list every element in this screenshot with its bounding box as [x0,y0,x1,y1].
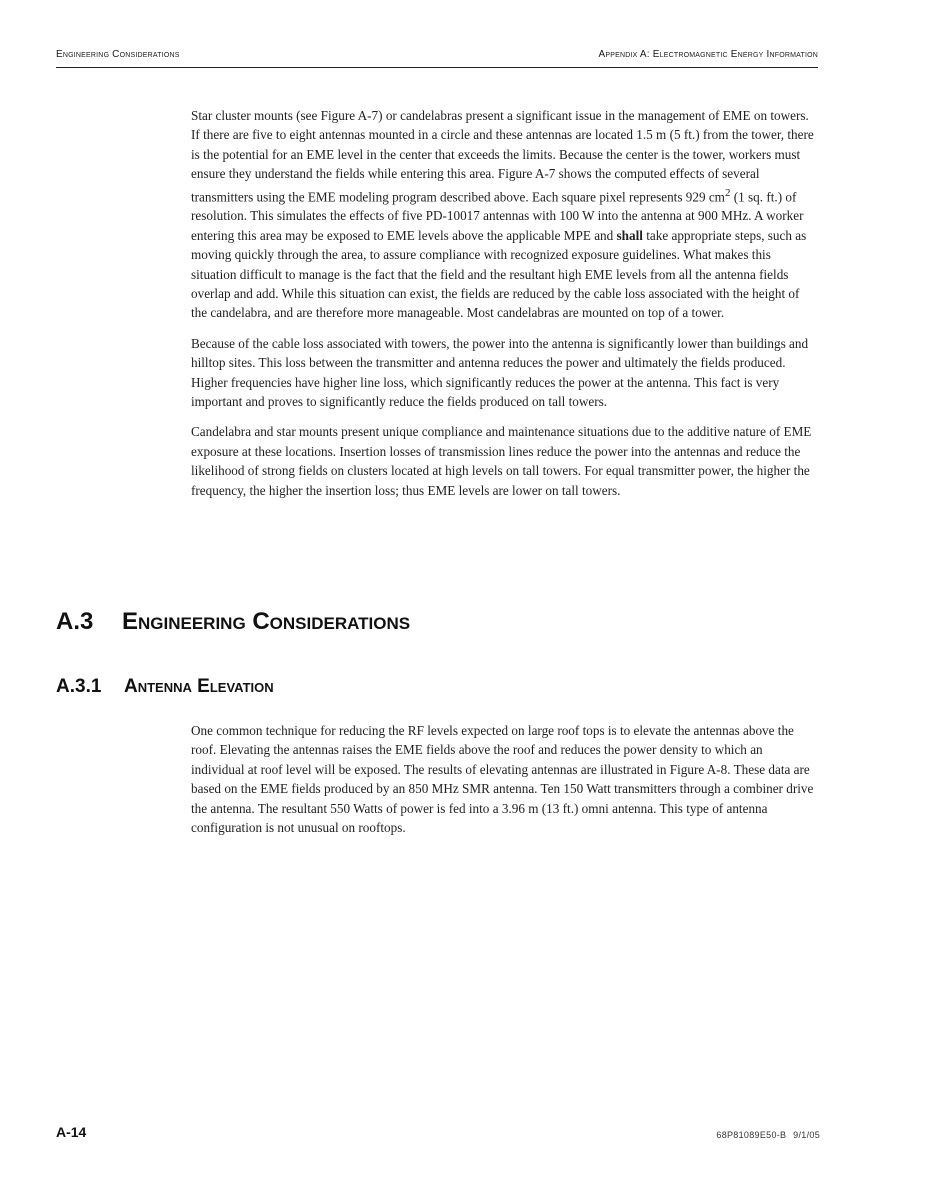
section-title: Engineering Considerations [122,608,411,635]
subsection-heading [56,676,274,698]
paragraph-text: (1 sq. ft.) of resolution. This simulates the effects of five PD-10017 antennas with 100 W into the antenna at 900 MHz. A worker entering this area may be exposed to EME levels above the applicable MPE and [191,189,804,243]
doc-number: 68P81089E50-B [716,1130,787,1140]
antenna-elevation-text-block [191,721,817,848]
superscript: 2 [724,186,731,199]
page-number: A-14 [56,1124,87,1140]
bold-term: shall [616,227,643,243]
header-chapter-title: Engineering Considerations [56,49,180,60]
paragraph-text: take appropriate steps, such as moving quickly through the area, to assure compliance with recognized exposure guidelines. What makes this situation difficult to manage is the fact that the field and the resultant high EME levels from all the antenna fields overlap and add. While this situation can exist, the fields are reduced by the cable loss associated with the height of the candelabra, and are therefore more manageable. Most candelabras are mounted on top of a tower. [191,227,807,321]
document-id [716,1130,820,1140]
paragraph-cable-loss: Because of the cable loss associated with towers, the power into the antenna is significantly lower than buildings and hilltop sites. This loss between the transmitter and antenna reduces the power and ultimately the fields produced. Higher frequencies have higher line loss, which significantly reduces the power at the antenna. This fact is very important and proves to significantly reduce the fields produced on tall towers. [191,335,809,410]
running-header [56,49,818,68]
doc-date: 9/1/05 [793,1130,820,1140]
subsection-title: Antenna Elevation [124,676,274,697]
header-appendix-title: Appendix A: Electromagnetic Energy Information [598,49,818,60]
section-heading [56,608,410,636]
paragraph-star-cluster [191,106,817,323]
intro-text-block [191,106,817,511]
subsection-number: A.3.1 [56,676,102,697]
section-number: A.3 [56,608,94,635]
paragraph-candelabra: Candelabra and star mounts present unique compliance and maintenance situations due to the additive nature of EME exposure at these locations. Insertion losses of transmission lines reduce the power into the antennas and reduce the likelihood of strong fields on clusters located at high levels on tall towers. For equal transmitter power, the higher the frequency, the higher the insertion loss; thus EME levels are lower on tall towers. [191,424,812,498]
paragraph-antenna-elevation: One common technique for reducing the RF levels expected on large roof tops is to elevate the antennas above the roof. Elevating the antennas raises the EME fields above the roof and reduces the power density to which an individual at roof level will be exposed. The results of elevating antennas are illustrated in Figure A-8. These data are based on the EME fields produced by an 850 MHz SMR antenna. Ten 150 Watt transmitters through a combiner drive the antenna. The resultant 550 Watts of power is fed into a 3.96 m (13 ft.) omni antenna. This type of antenna configuration is not unusual on rooftops. [191,723,814,836]
paragraph-text: Star cluster mounts (see Figure A-7) or candelabras present a significant issue in the management of EME on towers. If there are five to eight antennas mounted in a circle and these antennas are located 1.5 m (5 ft.) from the tower, there is the potential for an EME level in the center that exceeds the limits. Because the center is the tower, workers must ensure they understand the fields while entering this area. Figure A-7 shows the computed effects of several transmitters using the EME modeling program described above. Each square pixel represents 929 cm [191,108,814,205]
